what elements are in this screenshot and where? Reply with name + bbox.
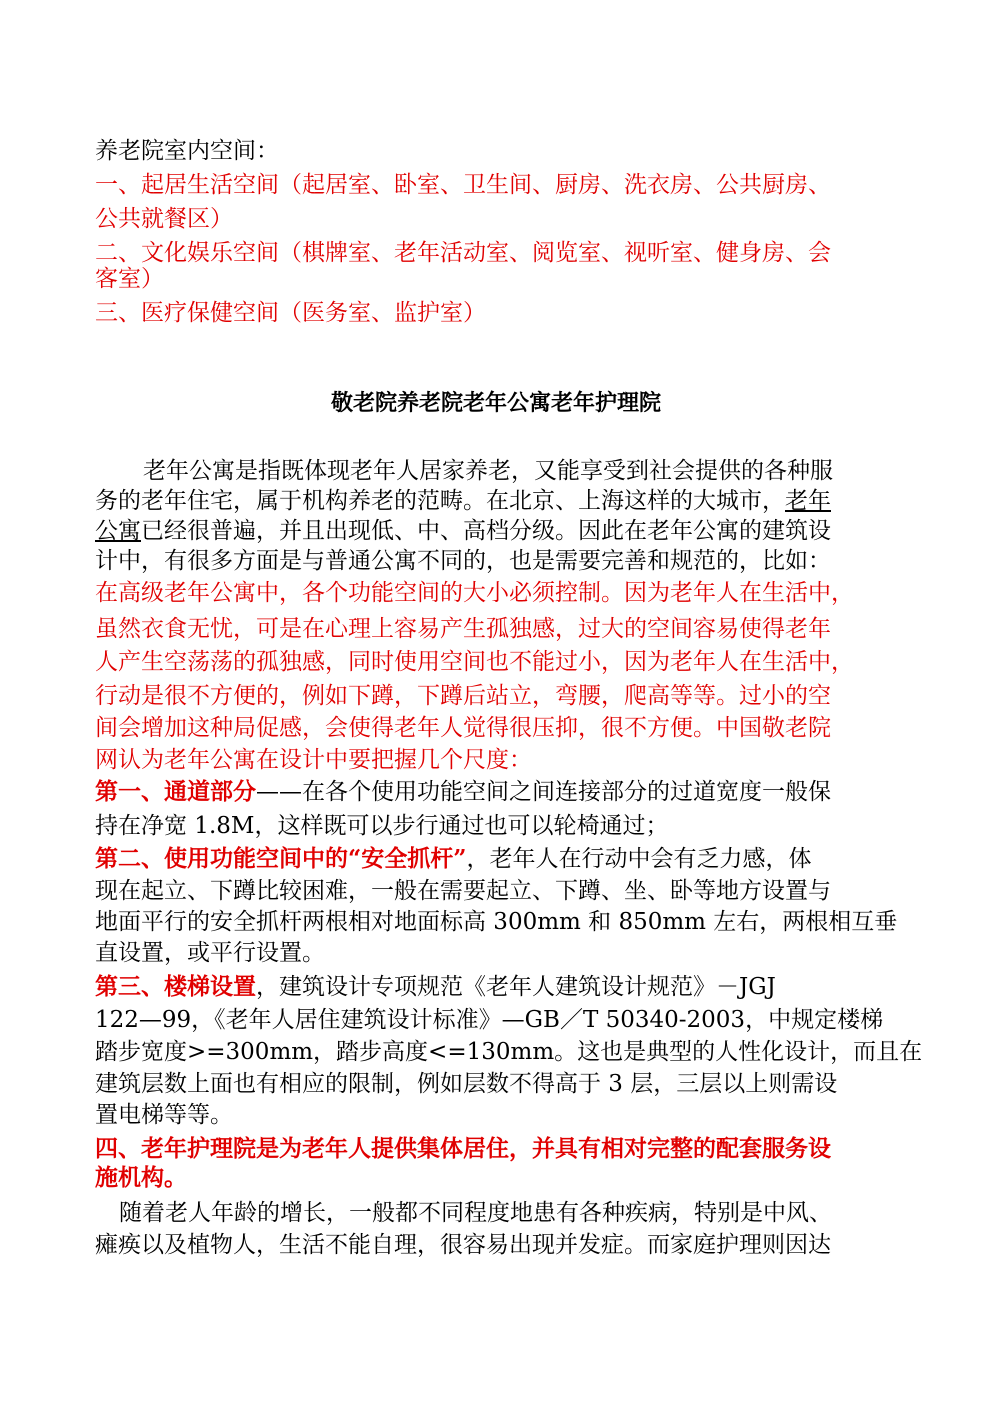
list-item-2-line-2: 客室） xyxy=(95,266,164,292)
p3-line-1: 随着老人年龄的增长，一般都不同程度地患有各种疾病，特别是中风、 xyxy=(119,1200,832,1226)
p1-line-2-text: 务的老年住宅，属于机构养老的范畴。在北京、上海这样的大城市， xyxy=(95,488,785,514)
list-item-1-line-1: 一、起居生活空间（起居室、卧室、卫生间、厨房、洗衣房、公共厨房、 xyxy=(95,172,831,198)
p3-line-2: 瘫痪以及植物人，生活不能自理，很容易出现并发症。而家庭护理则因达 xyxy=(95,1232,831,1258)
s3-line-3: 踏步宽度>=300mm，踏步高度<=130mm。这也是典型的人性化设计，而且在 xyxy=(95,1039,923,1065)
p2-line-4: 行动是很不方便的，例如下蹲，下蹲后站立，弯腰，爬高等等。过小的空 xyxy=(95,683,831,709)
apartment-link-part-1[interactable]: 老年 xyxy=(785,488,831,514)
list-item-3: 三、医疗保健空间（医务室、监护室） xyxy=(95,300,486,326)
s2-label: 第二、使用功能空间中的“安全抓杆” xyxy=(95,845,467,872)
s1-line-1 xyxy=(95,775,905,809)
list-item-1-line-2: 公共就餐区） xyxy=(95,206,233,232)
p2-line-5: 间会增加这种局促感，会使得老年人觉得很压抑，很不方便。中国敬老院 xyxy=(95,715,831,741)
s2-line-3: 地面平行的安全抓杆两根相对地面标高 300mm 和 850mm 左右，两根相互垂 xyxy=(95,909,898,935)
intro-heading: 养老院室内空间： xyxy=(95,138,279,164)
s3-line-2: 122—99，《老年人居住建筑设计标准》—GB／T 50340-2003，中规定楼梯 xyxy=(95,1007,884,1033)
p1-line-4: 计中，有很多方面是与普通公寓不同的，也是需要完善和规范的，比如： xyxy=(95,548,831,574)
p2-line-3: 人产生空荡荡的孤独感，同时使用空间也不能过小，因为老年人在生活中， xyxy=(95,649,854,675)
s1-line-2: 持在净宽 1.8M，这样既可以步行通过也可以轮椅通过； xyxy=(95,813,669,839)
s1-line-1-text: ——在各个使用功能空间之间连接部分的过道宽度一般保 xyxy=(256,779,831,805)
list-item-2-line-1: 二、文化娱乐空间（棋牌室、老年活动室、阅览室、视听室、健身房、会 xyxy=(95,240,831,266)
s1-label: 第一、通道部分 xyxy=(95,778,256,805)
s2-line-1-text: ，老年人在行动中会有乏力感，体 xyxy=(466,846,812,872)
p2-line-2: 虽然衣食无忧，可是在心理上容易产生孤独感，过大的空间容易使得老年 xyxy=(95,616,831,642)
p1-line-3-text: 已经很普遍，并且出现低、中、高档分级。因此在老年公寓的建筑设 xyxy=(141,518,831,544)
s3-line-1 xyxy=(95,970,905,1004)
s2-line-2: 现在起立、下蹲比较困难，一般在需要起立、下蹲、坐、卧等地方设置与 xyxy=(95,878,831,904)
p2-line-1: 在高级老年公寓中，各个功能空间的大小必须控制。因为老年人在生活中， xyxy=(95,580,854,606)
p1-line-2 xyxy=(95,484,905,518)
s3-line-5: 置电梯等等。 xyxy=(95,1102,233,1128)
s3-label: 第三、楼梯设置 xyxy=(95,973,256,1000)
s2-line-1 xyxy=(95,842,905,876)
s4-line-2: 施机构。 xyxy=(95,1164,187,1191)
s2-line-4: 直设置，或平行设置。 xyxy=(95,940,325,966)
p1-line-1: 老年公寓是指既体现老年人居家养老，又能享受到社会提供的各种服 xyxy=(143,458,833,484)
p1-line-3 xyxy=(95,514,905,548)
p2-line-6: 网认为老年公寓在设计中要把握几个尺度： xyxy=(95,747,532,773)
s3-line-4: 建筑层数上面也有相应的限制，例如层数不得高于 3 层，三层以上则需设 xyxy=(95,1071,838,1097)
s4-line-1: 四、老年护理院是为老年人提供集体居住，并具有相对完整的配套服务设 xyxy=(95,1135,831,1162)
section-title: 敬老院养老院老年公寓老年护理院 xyxy=(330,390,661,416)
apartment-link-part-2[interactable]: 公寓 xyxy=(95,518,141,544)
s3-line-1-text: ，建筑设计专项规范《老年人建筑设计规范》－JGJ xyxy=(256,974,776,1000)
